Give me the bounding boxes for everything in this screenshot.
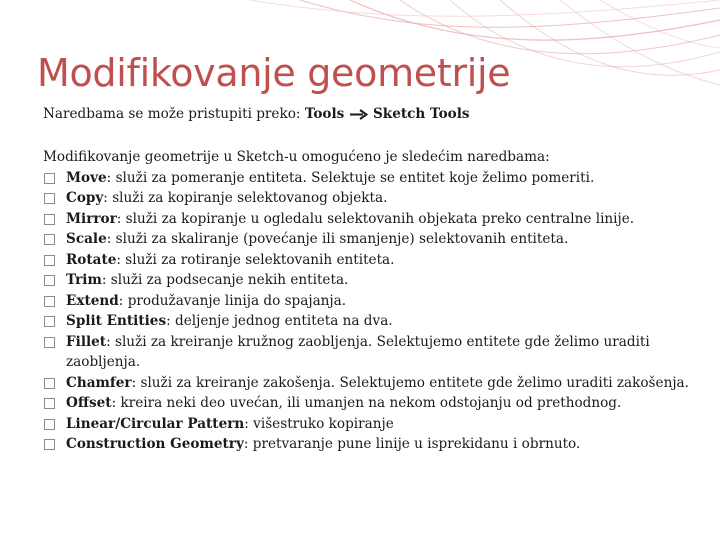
command-item (43, 229, 703, 250)
command-description: : služi za rotiranje selektovanih entiteta. (116, 251, 395, 268)
menu-sketch-tools: Sketch Tools (372, 106, 470, 122)
checkbox-bullet-icon (44, 419, 55, 430)
command-item (43, 393, 703, 414)
checkbox-bullet-icon (44, 337, 55, 348)
command-item (43, 209, 703, 230)
command-name: Offset (66, 395, 112, 411)
command-list (43, 168, 703, 455)
command-name: Extend (66, 292, 119, 309)
checkbox-bullet-icon (44, 439, 55, 450)
access-path (43, 104, 470, 124)
checkbox-bullet-icon (44, 214, 55, 225)
command-description: : služi za kopiranje selektovanog objekta. (103, 190, 388, 206)
command-name: Linear/Circular Pattern (66, 415, 245, 432)
command-name: Trim (66, 272, 102, 288)
menu-tools: Tools (304, 106, 345, 122)
command-item (43, 332, 703, 373)
intro-text: Modifikovanje geometrije u Sketch-u omogućeno je sledećim naredbama: (43, 149, 550, 165)
command-item (43, 414, 703, 435)
command-item (43, 434, 703, 455)
command-item (43, 188, 703, 209)
checkbox-bullet-icon (44, 275, 55, 286)
checkbox-bullet-icon (44, 173, 55, 184)
command-description: : služi za podsecanje nekih entiteta. (101, 272, 349, 288)
command-item (43, 250, 703, 271)
checkbox-bullet-icon (44, 255, 55, 266)
command-name: Rotate (66, 251, 117, 268)
command-description: : služi za kreiranje zakošenja. Selektujemo entitete gde želimo uraditi zakošenja. (131, 374, 689, 391)
command-name: Scale (66, 231, 107, 247)
command-item (43, 291, 703, 312)
page-title: Modifikovanje geometrije (37, 51, 511, 95)
access-path-prefix: Naredbama se može pristupiti preko: (43, 106, 305, 122)
command-item (43, 373, 703, 394)
command-description: : kreira neki deo uvećan, ili umanjen na nekom odstojanju od prethodnog. (111, 395, 622, 411)
command-name: Construction Geometry (66, 436, 244, 452)
right-arrow-icon (350, 109, 368, 120)
command-item (43, 311, 703, 332)
command-name: Split Entities (66, 313, 167, 329)
command-description: : produžavanje linija do spajanja. (118, 292, 347, 309)
command-description: : služi za skaliranje (povećanje ili smanjenje) selektovanih entiteta. (106, 231, 569, 247)
body-content (43, 147, 703, 455)
command-name: Fillet (66, 333, 107, 350)
checkbox-bullet-icon (44, 398, 55, 409)
command-description: : služi za kreiranje kružnog zaobljenja. Selektujemo entitete gde želimo uraditi zaobljenja. (66, 333, 650, 370)
command-name: Chamfer (66, 374, 132, 391)
command-description: : služi za pomeranje entiteta. Selektuje se entitet koje želimo pomeriti. (106, 169, 595, 186)
checkbox-bullet-icon (44, 296, 55, 307)
command-item (43, 270, 703, 291)
checkbox-bullet-icon (44, 234, 55, 245)
command-description: : služi za kopiranje u ogledalu selektovanih objekata preko centralne linije. (116, 210, 635, 227)
command-name: Copy (66, 190, 104, 206)
command-name: Mirror (66, 210, 117, 227)
command-item (43, 168, 703, 189)
command-description: : pretvaranje pune linije u isprekidanu i obrnuto. (243, 436, 581, 452)
command-description: : deljenje jednog entiteta na dva. (166, 313, 393, 329)
checkbox-bullet-icon (44, 316, 55, 327)
command-name: Move (66, 169, 107, 186)
checkbox-bullet-icon (44, 193, 55, 204)
command-description: : višestruko kopiranje (244, 415, 394, 432)
checkbox-bullet-icon (44, 378, 55, 389)
